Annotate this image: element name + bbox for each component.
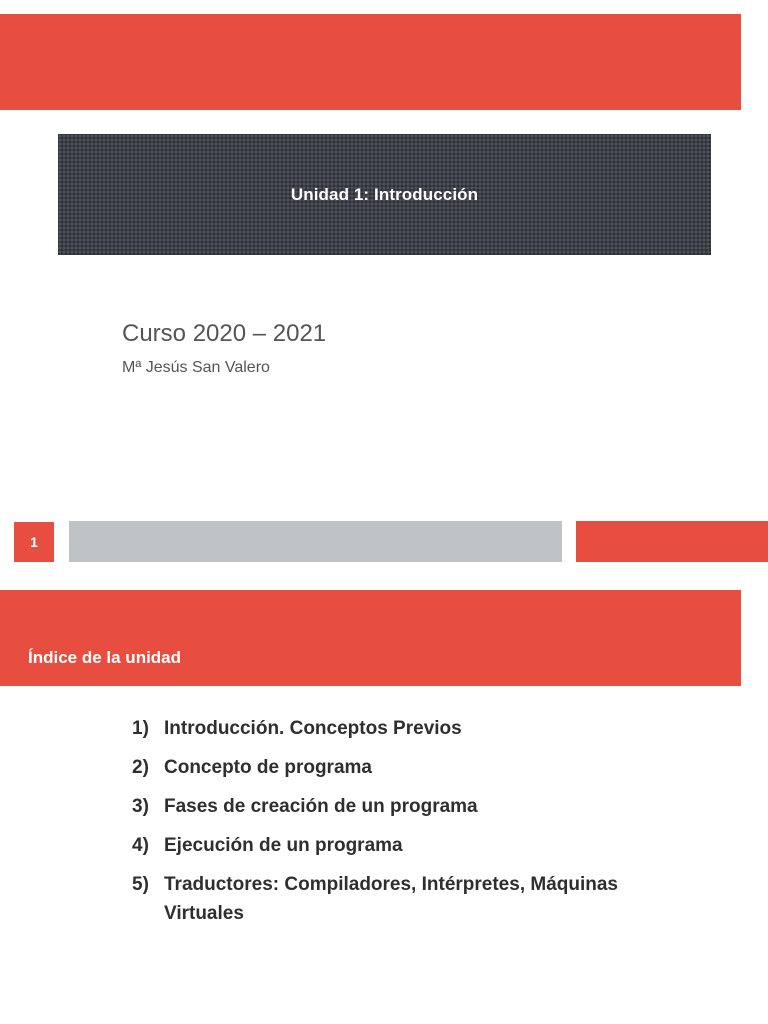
index-heading: Índice de la unidad <box>28 648 182 667</box>
toc-item <box>132 753 692 782</box>
toc-item-number: 1) <box>132 718 149 739</box>
course-year: Curso 2020 – 2021 <box>122 320 327 347</box>
toc-item-number: 3) <box>132 796 149 817</box>
author-name: Mª Jesús San Valero <box>122 359 270 376</box>
toc-item-text: Fases de creación de un programa <box>164 796 478 817</box>
toc-item-number: 5) <box>132 874 149 895</box>
toc-item <box>132 714 692 743</box>
toc-item-number: 4) <box>132 835 149 856</box>
slide-number: 1 <box>30 534 38 550</box>
footer-grey-bar <box>69 521 562 562</box>
slide-number-badge <box>14 522 54 562</box>
footer-red-bar <box>576 521 768 562</box>
top-red-band <box>0 14 741 110</box>
toc-item-number: 2) <box>132 757 149 778</box>
toc-item <box>132 831 692 860</box>
table-of-contents <box>132 714 692 938</box>
toc-item <box>132 870 692 928</box>
title-box <box>58 134 711 255</box>
index-header-band <box>0 590 741 686</box>
toc-item-text: Ejecución de un programa <box>164 835 403 856</box>
toc-item-text: Traductores: Compiladores, Intérpretes, Máquinas Virtuales <box>164 874 618 924</box>
slide-title: Unidad 1: Introducción <box>290 184 479 204</box>
toc-item-text: Concepto de programa <box>164 757 372 778</box>
toc-item-text: Introducción. Conceptos Previos <box>164 718 462 739</box>
toc-item <box>132 792 692 821</box>
